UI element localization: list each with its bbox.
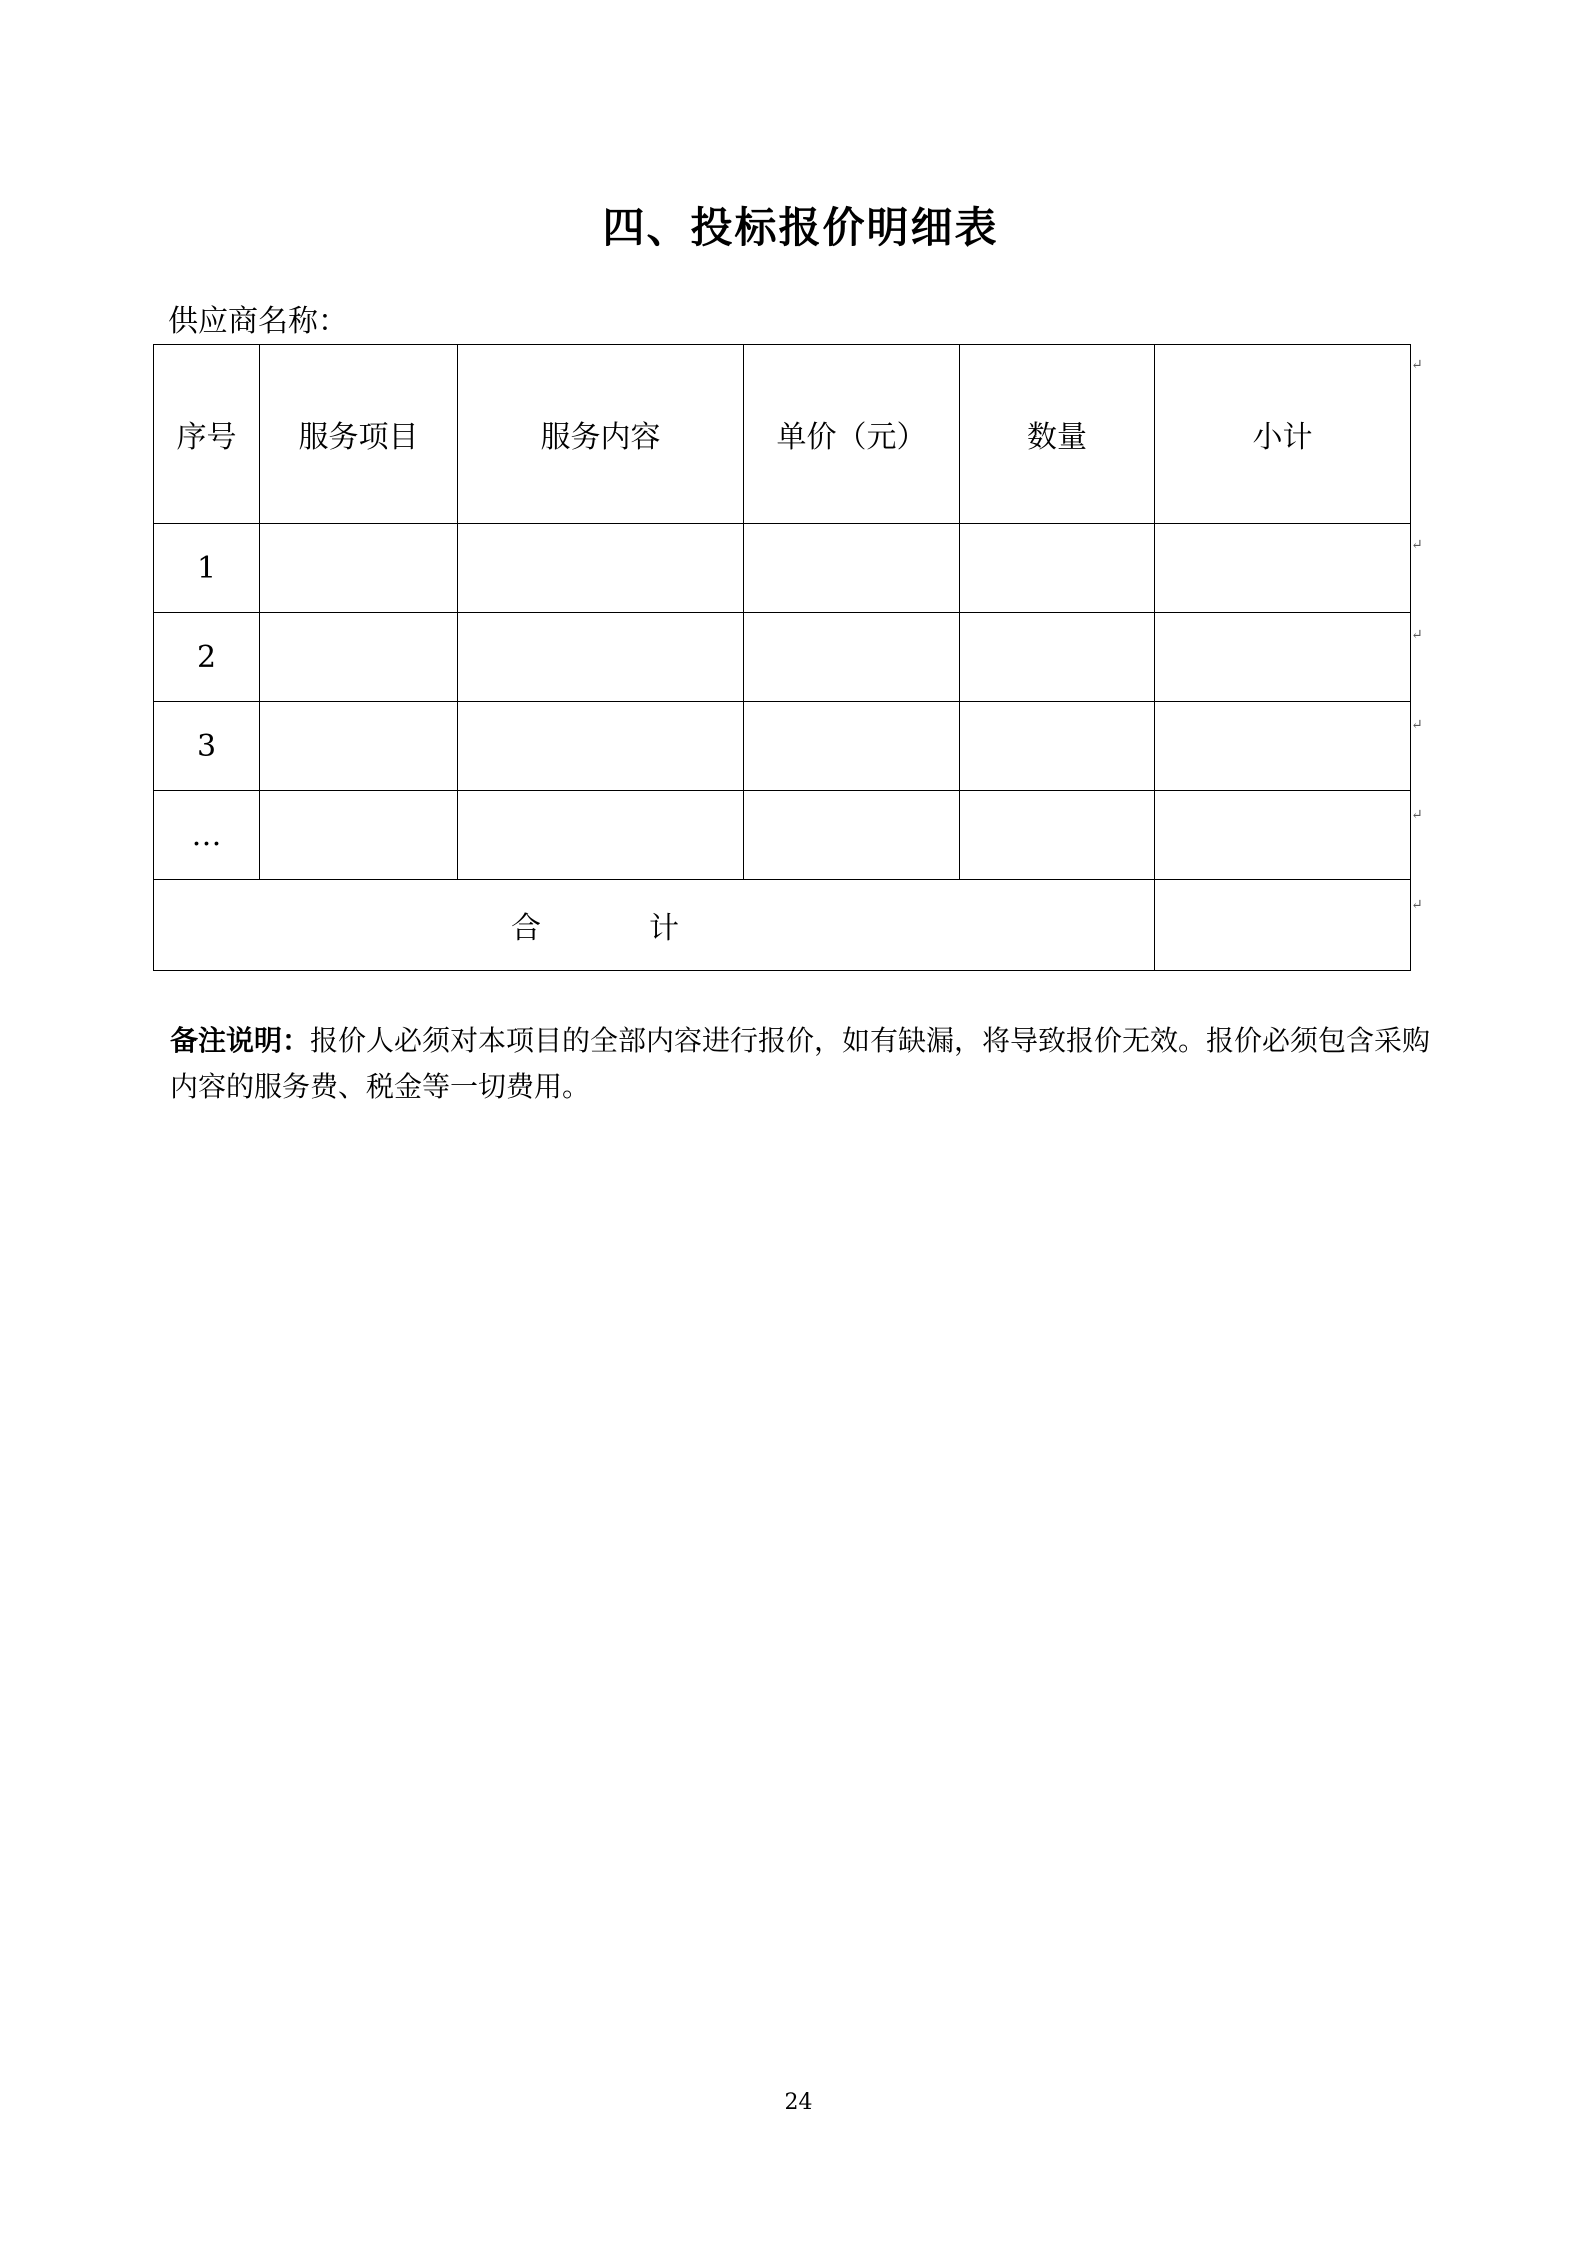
paragraph-mark: ↵ xyxy=(1411,357,1423,373)
page-title: 四、投标报价明细表 xyxy=(602,203,999,252)
total-label xyxy=(511,903,679,947)
unit-price-cell[interactable] xyxy=(744,702,960,791)
header-unit-price: 单价（元） xyxy=(744,345,960,524)
paragraph-mark: ↵ xyxy=(1411,807,1423,823)
row-serial-number: 2 xyxy=(154,613,260,702)
header-service-item: 服务项目 xyxy=(260,345,458,524)
unit-price-cell[interactable] xyxy=(744,613,960,702)
total-label-cell xyxy=(154,880,1155,971)
table-row xyxy=(154,791,1411,880)
header-service-content: 服务内容 xyxy=(458,345,744,524)
subtotal-cell[interactable] xyxy=(1155,702,1411,791)
header-subtotal: 小计 xyxy=(1155,345,1411,524)
table-row xyxy=(154,524,1411,613)
table-row xyxy=(154,702,1411,791)
unit-price-cell[interactable] xyxy=(744,791,960,880)
table-row xyxy=(154,613,1411,702)
quantity-cell[interactable] xyxy=(960,524,1155,613)
page-number: 24 xyxy=(784,2090,813,2115)
quantity-cell[interactable] xyxy=(960,791,1155,880)
paragraph-mark: ↵ xyxy=(1411,717,1423,733)
service-item-cell[interactable] xyxy=(260,791,458,880)
table-header-row xyxy=(154,345,1411,524)
notes-label: 备注说明： xyxy=(170,1024,311,1057)
row-serial-number: … xyxy=(154,791,260,880)
total-label-part2: 计 xyxy=(649,911,679,946)
unit-price-cell[interactable] xyxy=(744,524,960,613)
row-serial-number: 3 xyxy=(154,702,260,791)
service-content-cell[interactable] xyxy=(458,702,744,791)
subtotal-cell[interactable] xyxy=(1155,613,1411,702)
service-content-cell[interactable] xyxy=(458,613,744,702)
notes-paragraph xyxy=(170,1018,1432,1110)
service-item-cell[interactable] xyxy=(260,613,458,702)
paragraph-mark: ↵ xyxy=(1411,537,1423,553)
total-label-part1: 合 xyxy=(511,911,541,946)
subtotal-cell[interactable] xyxy=(1155,524,1411,613)
service-content-cell[interactable] xyxy=(458,791,744,880)
header-quantity: 数量 xyxy=(960,345,1155,524)
service-item-cell[interactable] xyxy=(260,524,458,613)
notes-text: 报价人必须对本项目的全部内容进行报价，如有缺漏，将导致报价无效。报价必须包含采购内容的服务费、税金等一切费用。 xyxy=(170,1024,1431,1103)
total-value-cell[interactable] xyxy=(1155,880,1411,971)
total-row xyxy=(154,880,1411,971)
subtotal-cell[interactable] xyxy=(1155,791,1411,880)
service-content-cell[interactable] xyxy=(458,524,744,613)
service-item-cell[interactable] xyxy=(260,702,458,791)
paragraph-mark: ↵ xyxy=(1411,897,1423,913)
quote-detail-table xyxy=(153,344,1411,971)
header-serial-number: 序号 xyxy=(154,345,260,524)
supplier-name-label: 供应商名称： xyxy=(168,304,348,339)
quantity-cell[interactable] xyxy=(960,702,1155,791)
row-serial-number: 1 xyxy=(154,524,260,613)
quantity-cell[interactable] xyxy=(960,613,1155,702)
paragraph-mark: ↵ xyxy=(1411,627,1423,643)
